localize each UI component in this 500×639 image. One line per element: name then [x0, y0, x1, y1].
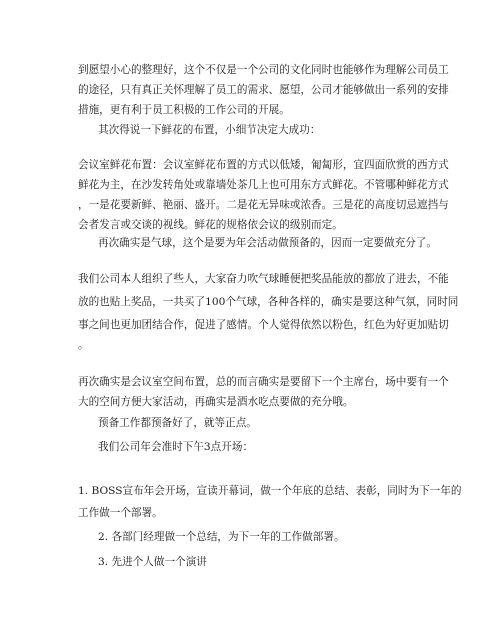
paragraph-line: 措施，更有利于员工积极的工作公司的开展。 — [78, 104, 290, 116]
paragraph-line: 会者发言或交谈的视线。鲜花的规格依会议的级别而定。 — [78, 219, 343, 231]
paragraph-line: 预备工作都预备好了，就等正点。 — [98, 417, 257, 429]
paragraph-line: 会议室鲜花布置：会议室鲜花布置的方式以低矮，匍匐形，宜四面欣赏的西方式 — [78, 159, 449, 171]
list-item-line: 2. 各部门经理做一个总结，为下一年的工作做部署。 — [98, 531, 345, 543]
paragraph-line: 到愿望小心的整理好，这个不仅是一个公司的文化同时也能够作为理解公司员工 — [78, 64, 449, 76]
paragraph-line: 鲜花为主，在沙发转角处或靠墙处茶几上也可用东方式鲜花。不管哪种鲜花方式 — [78, 179, 449, 191]
paragraph-line: 。 — [78, 339, 89, 351]
paragraph-line: 其次得说一下鲜花的布置，小细节决定大成功： — [98, 124, 321, 136]
list-item-line: 1. BOSS宣布年会开场，宣读开幕词，做一个年底的总结、表彰，同时为下一年的 — [78, 485, 462, 497]
list-item-line: 3. 先进个人做一个演讲 — [98, 556, 207, 568]
paragraph-line: ，一是花要新鲜、艳丽、盛开。二是花无异味或浓香。三是花的高度切忌遮挡与 — [78, 199, 449, 211]
paragraph-line: 我们公司年会准时下午3点开场： — [98, 441, 254, 453]
list-item-line: 工作做一个部署。 — [78, 507, 163, 519]
paragraph-line: 再次确实是会议室空间布置，总的而言确实是要留下一个主席台，场中要有一个 — [78, 376, 449, 388]
paragraph-line: 再次确实是气球，这个是要为年会活动做预备的，因而一定要做充分了。 — [98, 237, 437, 249]
paragraph-line: 放的也贴上奖品，一共买了100个气球，各种各样的，确实是要这种气氛，同时同 — [78, 296, 459, 308]
paragraph-line: 的途径，只有真正关怀理解了员工的需求、愿望，公司才能够做出一系列的安排 — [78, 84, 449, 96]
paragraph-line: 大的空间方便大家活动，再确实是酒水吃点要做的充分哦。 — [78, 396, 354, 408]
paragraph-line: 我们公司本人组织了些人，大家奋力吹气球睡便把奖品能放的都放了进去，不能 — [78, 273, 449, 285]
paragraph-line: 事之间也更加团结合作，促进了感情。个人觉得依然以粉色，红色为好更加贴切 — [78, 319, 449, 331]
